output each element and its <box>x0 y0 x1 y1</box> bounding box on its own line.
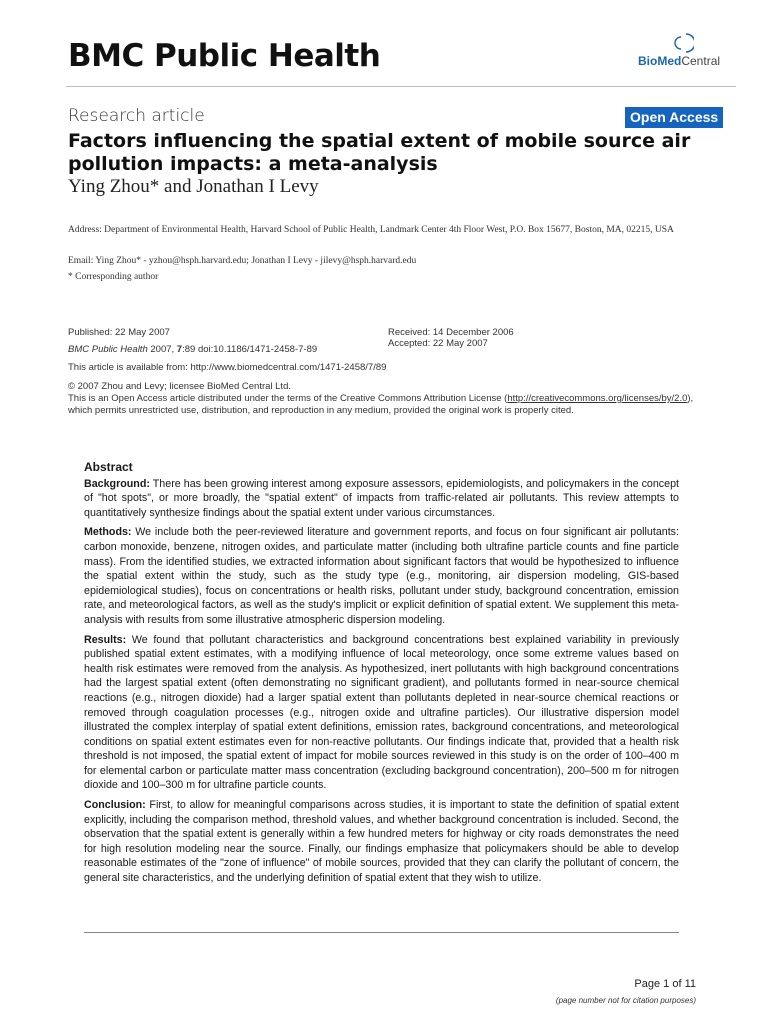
citation-line <box>68 344 317 356</box>
logo-central: Central <box>681 54 721 68</box>
article-authors: Ying Zhou* and Jonathan I Levy <box>68 176 319 197</box>
results-text: We found that pollutant characteristics and background concentrations best explained variability in previously published spatial extent estimates, with a modifying influence of local meteorology, once some extreme values based on health risk estimates were removed from the analysis. As hypothesized, inert pollutants with high background concentrations had the largest spatial extent (often demonstrating no significant gradient), and pollutants formed in near-source chemical reactions (e.g., nitrogen dioxide) had a larger spatial extent than pollutants depleted in near-source chemical reactions or removed through coagulation processes (e.g., nitrogen oxide and ultrafine particles). Our illustrative dispersion model illustrated the complex interplay of spatial extent definitions, emission rates, background concentrations, and meteorological conditions on spatial extent estimates even for non-reactive pollutants. Our findings indicate that, provided that a health risk threshold is not imposed, the spatial extent of impact for mobile sources reviewed in this study is on the order of 100–400 m for elemental carbon or particulate matter mass concentration (excluding background concentration), 200–500 m for nitrogen dioxide and 100–300 m for ultrafine particle counts. <box>84 633 679 792</box>
abstract-divider <box>84 932 679 933</box>
abstract-methods <box>84 525 679 627</box>
copyright-notice: © 2007 Zhou and Levy; licensee BioMed Central Ltd. <box>68 381 291 392</box>
citation-volume: 7 <box>176 344 183 355</box>
abstract-results <box>84 633 679 794</box>
license-notice <box>68 393 708 417</box>
biomed-central-logo[interactable] <box>638 32 733 72</box>
received-date: Received: 14 December 2006 <box>388 327 514 338</box>
abstract-conclusion <box>84 798 679 886</box>
logo-bio: BioMed <box>638 54 682 68</box>
license-link[interactable]: http://creativecommons.org/licenses/by/2.0 <box>507 393 688 404</box>
license-post: ), which permits unrestricted use, distribution, and reproduction in any medium, provided the original work is properly cited. <box>68 393 694 416</box>
citation-journal: BMC Public Health <box>68 344 148 355</box>
background-text: There has been growing interest among exposure assessors, epidemiologists, and policymakers in the concept of "hot spots", or more broadly, the "spatial extent" of impacts from traffic-related air pollutants. This review attempts to quantitatively synthesize findings about the spatial extent under various circumstances. <box>84 477 679 519</box>
methods-text: We include both the peer-reviewed literature and government reports, and focus on four significant air pollutants: carbon monoxide, benzene, nitrogen oxides, and particulate matter (including both ultrafine particle counts and fine particle mass). From the identified studies, we extracted information about significant factors that would be hypothesized to influence the spatial extent within the study, such as the study type (e.g., monitoring, air dispersion modeling, GIS-based epidemiological studies), focus on concentrations or health risks, pollutant under study, background concentration, emission rate, and meteorological factors, as well as the study's implicit or explicit definition of spatial extent. We supplement this meta-analysis with results from some illustrative atmospheric dispersion modeling. <box>84 526 679 626</box>
page-number-note: (page number not for citation purposes) <box>555 996 696 1005</box>
corresponding-author-note: * Corresponding author <box>68 272 159 282</box>
article-type: Research article <box>68 106 205 126</box>
conclusion-text: First, to allow for meaningful comparisons across studies, it is important to state the definition of spatial extent explicitly, including the comparison method, threshold values, and whether background concentration is included. Second, the observation that the spatial extent is generally within a few hundred meters for highway or city roads demonstrates the need for high resolution modeling near the source. Finally, our findings emphasize that policymakers should be able to develop reasonable estimates of the "zone of influence" of mobile sources, provided that they can clarify the pollutant of concern, the general site characteristics, and the underlying definition of spatial extent that they wish to utilize. <box>84 799 679 885</box>
abstract-heading: Abstract <box>84 460 133 474</box>
author-emails: Email: Ying Zhou* - yzhou@hsph.harvard.edu; Jonathan I Levy - jilevy@hsph.harvard.edu <box>68 256 417 266</box>
author-address: Address: Department of Environmental Health, Harvard School of Public Health, Landmark Center 4th Floor West, P.O. Box 15677, Boston, MA, 02215, USA <box>68 225 674 235</box>
header-divider <box>66 86 736 87</box>
open-access-badge: Open Access <box>625 107 723 128</box>
citation-rest: :89 doi:10.1186/1471-2458-7-89 <box>182 344 318 355</box>
abstract-section <box>84 460 679 891</box>
accepted-date: Accepted: 22 May 2007 <box>388 338 488 349</box>
background-label: Background: <box>84 477 150 490</box>
conclusion-label: Conclusion: <box>84 799 146 812</box>
journal-title: BMC Public Health <box>68 38 381 74</box>
article-title: Factors influencing the spatial extent of mobile source air pollution impacts: a meta-analysis <box>68 130 691 175</box>
citation-year: 2007, <box>150 344 175 355</box>
page-number: Page 1 of 11 <box>634 978 696 990</box>
license-pre: This is an Open Access article distributed under the terms of the Creative Commons Attribution License ( <box>68 393 508 404</box>
abstract-background <box>84 477 679 521</box>
results-label: Results: <box>84 633 127 646</box>
published-date: Published: 22 May 2007 <box>68 327 170 338</box>
methods-label: Methods: <box>84 526 132 539</box>
logo-arc-icon <box>672 32 694 54</box>
logo-text <box>638 54 720 68</box>
article-url[interactable]: This article is available from: http://www.biomedcentral.com/1471-2458/7/89 <box>68 362 387 373</box>
